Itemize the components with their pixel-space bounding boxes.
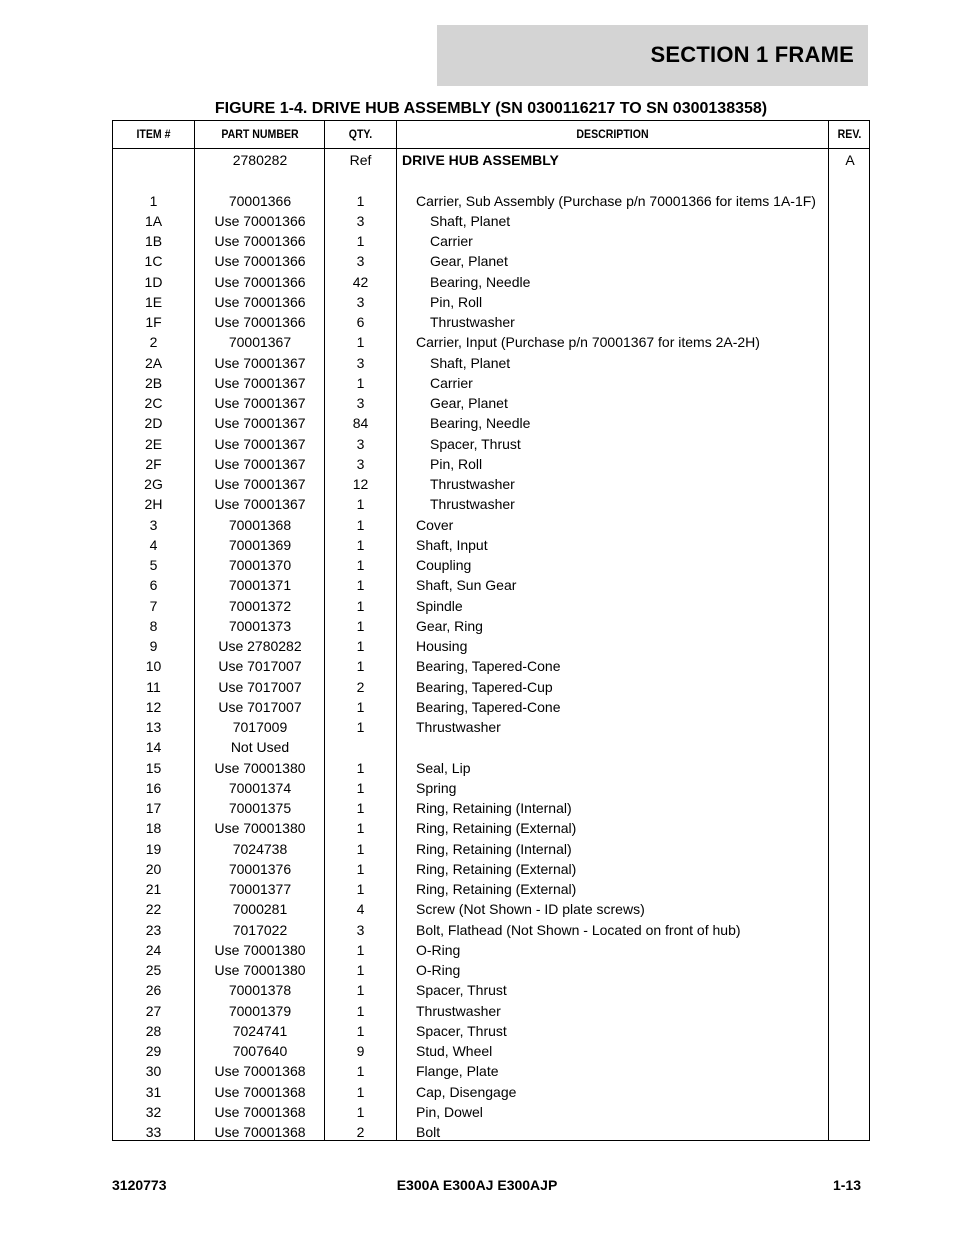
item-cell: 1D <box>144 273 163 290</box>
table-row <box>113 899 869 919</box>
item-cell: 26 <box>145 982 162 999</box>
part-number-cell: Not Used <box>230 739 290 756</box>
item-cell: 17 <box>145 800 162 816</box>
item-cell: 2D <box>144 415 163 432</box>
description-cell: Thrustwasher <box>430 314 515 330</box>
description-cell: Bolt, Flathead (Not Shown - Located on front of hub) <box>416 921 741 938</box>
qty-cell: 3 <box>356 354 365 371</box>
description-cell: Thrustwasher <box>430 476 515 492</box>
item-cell: 11 <box>146 678 161 695</box>
part-number-cell: 70001373 <box>228 617 292 634</box>
qty-cell: 1 <box>356 334 365 351</box>
qty-cell: 4 <box>356 901 365 918</box>
qty-cell: 9 <box>356 1043 365 1059</box>
part-number-cell: Use 70001380 <box>214 941 306 958</box>
table-row <box>113 677 869 697</box>
description-cell: Carrier, Sub Assembly (Purchase p/n 70001366 for items 1A-1F) <box>416 192 816 209</box>
description-cell: Ring, Retaining (Internal) <box>416 840 572 857</box>
header-qty: QTY. <box>348 127 373 141</box>
qty-cell: 1 <box>356 536 365 553</box>
qty-cell: 1 <box>356 800 365 816</box>
item-cell: 32 <box>145 1103 162 1120</box>
table-row <box>113 960 869 980</box>
qty-cell: 1 <box>356 192 365 209</box>
description-cell: Carrier, Input (Purchase p/n 70001367 for items 2A-2H) <box>416 334 760 351</box>
description-cell: Seal, Lip <box>416 759 471 776</box>
header-description: DESCRIPTION <box>576 127 649 141</box>
item-cell: 28 <box>145 1022 162 1039</box>
item-cell: 15 <box>145 759 162 776</box>
qty-cell: 3 <box>356 921 365 938</box>
item-cell: 33 <box>145 1124 162 1140</box>
table-row <box>113 697 869 717</box>
part-number-cell: 7024741 <box>232 1022 288 1039</box>
rev-cell: A <box>845 152 855 168</box>
page-number: 1-13 <box>832 1177 861 1193</box>
part-number-cell: 2780282 <box>232 152 288 168</box>
item-cell: 1B <box>144 233 163 249</box>
table-row <box>113 596 869 616</box>
description-cell: Bearing, Needle <box>430 415 531 432</box>
item-cell: 2 <box>149 334 158 351</box>
qty-cell: 1 <box>356 617 365 634</box>
item-cell: 24 <box>145 941 162 958</box>
part-number-cell: Use 70001368 <box>214 1063 306 1080</box>
table-row <box>113 292 869 312</box>
qty-cell: 1 <box>356 638 365 654</box>
description-cell: Shaft, Planet <box>430 212 511 229</box>
qty-cell: 1 <box>356 759 365 776</box>
qty-cell: 1 <box>356 840 365 857</box>
description-cell: Ring, Retaining (External) <box>416 860 577 877</box>
description-cell: Spacer, Thrust <box>416 1022 507 1039</box>
qty-cell: 3 <box>356 212 365 229</box>
table-row <box>113 474 869 494</box>
table-row <box>113 555 869 575</box>
description-cell: Bearing, Needle <box>430 273 531 290</box>
part-number-cell: Use 7017007 <box>218 698 302 715</box>
qty-cell: 1 <box>356 557 365 573</box>
table-row <box>113 150 869 170</box>
item-cell: 12 <box>145 698 162 715</box>
item-cell: 27 <box>145 1002 162 1019</box>
table-row <box>113 332 869 352</box>
qty-cell: 1 <box>356 698 365 715</box>
part-number-cell: 70001367 <box>228 334 292 351</box>
description-cell: Spacer, Thrust <box>430 435 521 452</box>
part-number-cell: Use 70001380 <box>214 962 306 978</box>
part-number-cell: Use 70001366 <box>214 293 306 310</box>
part-number-cell: Use 70001367 <box>214 354 306 371</box>
table-row <box>113 818 869 838</box>
item-cell: 29 <box>145 1043 162 1059</box>
description-cell: Shaft, Planet <box>430 354 511 371</box>
part-number-cell: 7017022 <box>232 921 288 938</box>
qty-cell: 1 <box>356 658 365 675</box>
part-number-cell: Use 70001367 <box>214 415 306 432</box>
part-number-cell: 70001376 <box>228 860 292 877</box>
part-number-cell: 70001371 <box>228 577 292 594</box>
description-cell: Spring <box>416 779 457 796</box>
description-cell: DRIVE HUB ASSEMBLY <box>402 152 559 168</box>
qty-cell: 1 <box>356 374 365 391</box>
item-cell: 2G <box>144 476 163 492</box>
part-number-cell: Use 70001368 <box>214 1083 306 1100</box>
header-rev: REV. <box>837 127 862 141</box>
part-number-cell: Use 70001367 <box>214 395 306 411</box>
description-cell: Flange, Plate <box>416 1063 499 1080</box>
qty-cell: 1 <box>356 597 365 614</box>
table-row <box>113 920 869 940</box>
description-cell: Gear, Ring <box>416 617 483 634</box>
qty-cell: 3 <box>356 293 365 310</box>
description-cell: Coupling <box>416 557 472 573</box>
part-number-cell: 7024738 <box>232 840 288 857</box>
description-cell: Gear, Planet <box>430 395 508 411</box>
header-item: ITEM # <box>136 127 171 141</box>
description-cell: Bearing, Tapered-Cone <box>416 698 561 715</box>
description-cell: Cover <box>416 516 454 533</box>
part-number-cell: 70001368 <box>228 516 292 533</box>
item-cell: 10 <box>145 658 162 675</box>
part-number-cell: Use 70001366 <box>214 273 306 290</box>
item-cell: 1 <box>149 192 158 209</box>
part-number-cell: 70001366 <box>228 192 292 209</box>
qty-cell: 1 <box>356 982 365 999</box>
description-cell: Cap, Disengage <box>416 1083 517 1100</box>
table-row <box>113 1102 869 1122</box>
qty-cell: 42 <box>352 273 369 290</box>
qty-cell: 1 <box>356 1083 365 1100</box>
description-cell: Shaft, Sun Gear <box>416 577 517 594</box>
part-number-cell: Use 70001367 <box>214 496 306 513</box>
description-cell: Carrier <box>430 233 473 249</box>
table-row <box>113 251 869 271</box>
description-cell: Ring, Retaining (Internal) <box>416 800 572 816</box>
table-row <box>113 859 869 879</box>
doc-number: 3120773 <box>112 1177 167 1193</box>
description-cell: Screw (Not Shown - ID plate screws) <box>416 901 645 918</box>
parts-table <box>112 120 870 1141</box>
table-row <box>113 778 869 798</box>
table-row <box>113 454 869 474</box>
qty-cell: 12 <box>352 476 369 492</box>
qty-cell: 1 <box>356 496 365 513</box>
description-cell: O-Ring <box>416 962 461 978</box>
qty-cell: 1 <box>356 1002 365 1019</box>
part-number-cell: 70001377 <box>228 881 292 897</box>
qty-cell: 1 <box>356 860 365 877</box>
description-cell: Bearing, Tapered-Cup <box>416 678 553 695</box>
item-cell: 5 <box>149 557 158 573</box>
part-number-cell: Use 70001368 <box>214 1124 306 1140</box>
table-row <box>113 940 869 960</box>
table-row <box>113 191 869 211</box>
description-cell: Pin, Roll <box>430 455 483 472</box>
table-row <box>113 879 869 899</box>
qty-cell: 1 <box>356 820 365 837</box>
qty-cell: 1 <box>356 962 365 978</box>
table-row <box>113 413 869 433</box>
table-row <box>113 980 869 1000</box>
model-numbers: E300A E300AJ E300AJP <box>396 1177 558 1193</box>
table-row <box>113 1021 869 1041</box>
description-cell: Housing <box>416 638 468 654</box>
table-row <box>113 1061 869 1081</box>
table-row <box>113 656 869 676</box>
item-cell: 22 <box>145 901 162 918</box>
item-cell: 25 <box>145 962 162 978</box>
description-cell: Spindle <box>416 597 463 614</box>
header-part-number: PART NUMBER <box>221 127 299 141</box>
item-cell: 3 <box>149 516 158 533</box>
description-cell: Thrustwasher <box>416 719 501 735</box>
qty-cell: 3 <box>356 395 365 411</box>
part-number-cell: 70001378 <box>228 982 292 999</box>
qty-cell: 2 <box>356 678 365 695</box>
section-title: SECTION 1 FRAME <box>650 42 854 67</box>
description-cell: Spacer, Thrust <box>416 982 507 999</box>
table-row <box>113 636 869 656</box>
part-number-cell: Use 70001366 <box>214 253 306 270</box>
item-cell: 8 <box>149 617 158 634</box>
item-cell: 30 <box>145 1063 162 1080</box>
description-cell: O-Ring <box>416 941 461 958</box>
qty-cell: 1 <box>356 719 365 735</box>
part-number-cell: 70001369 <box>228 536 292 553</box>
part-number-cell: Use 70001368 <box>214 1103 306 1120</box>
qty-cell: 3 <box>356 435 365 452</box>
qty-cell: 1 <box>356 779 365 796</box>
qty-cell: 3 <box>356 253 365 270</box>
item-cell: 20 <box>145 860 162 877</box>
table-row <box>113 1041 869 1061</box>
table-row <box>113 272 869 292</box>
part-number-cell: 7017009 <box>232 719 288 735</box>
description-cell: Thrustwasher <box>416 1002 501 1019</box>
qty-cell: 1 <box>356 881 365 897</box>
item-cell: 21 <box>145 881 162 897</box>
table-row <box>113 1001 869 1021</box>
part-number-cell: Use 7017007 <box>218 678 302 695</box>
qty-cell: 1 <box>356 1022 365 1039</box>
item-cell: 4 <box>149 536 158 553</box>
item-cell: 1A <box>144 212 163 229</box>
description-cell: Gear, Planet <box>430 253 508 270</box>
qty-cell: 2 <box>356 1124 365 1140</box>
table-row <box>113 211 869 231</box>
description-cell: Stud, Wheel <box>416 1043 493 1059</box>
table-row <box>113 494 869 514</box>
table-row <box>113 717 869 737</box>
part-number-cell: Use 70001367 <box>214 435 306 452</box>
table-row <box>113 312 869 332</box>
qty-cell: 6 <box>356 314 365 330</box>
table-row <box>113 798 869 818</box>
item-cell: 2H <box>144 496 163 513</box>
table-row <box>113 434 869 454</box>
table-row <box>113 353 869 373</box>
part-number-cell: Use 70001366 <box>214 233 306 249</box>
item-cell: 16 <box>145 779 162 796</box>
qty-cell: 1 <box>356 516 365 533</box>
qty-cell: Ref <box>349 152 372 168</box>
item-cell: 6 <box>149 577 158 594</box>
description-cell: Pin, Roll <box>430 293 483 310</box>
qty-cell: 1 <box>356 233 365 249</box>
table-row <box>113 616 869 636</box>
table-body <box>113 150 869 1142</box>
table-row <box>113 170 869 190</box>
qty-cell: 1 <box>356 941 365 958</box>
description-cell: Bolt <box>416 1124 441 1140</box>
description-cell: Bearing, Tapered-Cone <box>416 658 561 675</box>
description-cell: Ring, Retaining (External) <box>416 820 577 837</box>
item-cell: 13 <box>145 719 162 735</box>
part-number-cell: Use 70001366 <box>214 212 306 229</box>
figure-title: FIGURE 1-4. DRIVE HUB ASSEMBLY (SN 0300116217 TO SN 0300138358) <box>214 100 768 117</box>
table-row <box>113 1122 869 1142</box>
table-row <box>113 535 869 555</box>
description-cell: Shaft, Input <box>416 536 488 553</box>
table-row <box>113 231 869 251</box>
item-cell: 23 <box>145 921 162 938</box>
item-cell: 14 <box>145 739 162 756</box>
item-cell: 2C <box>144 395 163 411</box>
part-number-cell: 70001379 <box>228 1002 292 1019</box>
part-number-cell: Use 70001380 <box>214 820 306 837</box>
item-cell: 2A <box>144 354 163 371</box>
description-cell: Thrustwasher <box>430 496 515 513</box>
table-row <box>113 737 869 757</box>
item-cell: 2F <box>145 455 162 472</box>
part-number-cell: Use 70001367 <box>214 476 306 492</box>
table-row <box>113 373 869 393</box>
part-number-cell: 70001372 <box>228 597 292 614</box>
item-cell: 18 <box>145 820 162 837</box>
description-cell: Ring, Retaining (External) <box>416 881 577 897</box>
table-row <box>113 839 869 859</box>
item-cell: 9 <box>149 638 158 654</box>
item-cell: 2B <box>144 374 163 391</box>
qty-cell: 1 <box>356 577 365 594</box>
qty-cell: 1 <box>356 1103 365 1120</box>
item-cell: 1C <box>144 253 163 270</box>
table-row <box>113 1082 869 1102</box>
table-row <box>113 575 869 595</box>
part-number-cell: 70001375 <box>228 800 292 816</box>
part-number-cell: Use 70001367 <box>214 455 306 472</box>
part-number-cell: 70001370 <box>228 557 292 573</box>
part-number-cell: 7000281 <box>232 901 288 918</box>
item-cell: 1E <box>144 293 163 310</box>
part-number-cell: Use 7017007 <box>218 658 302 675</box>
section-banner <box>437 25 868 86</box>
part-number-cell: Use 70001367 <box>214 374 306 391</box>
description-cell: Carrier <box>430 374 473 391</box>
part-number-cell: 7007640 <box>232 1043 288 1059</box>
item-cell: 1F <box>145 314 162 330</box>
table-row <box>113 758 869 778</box>
qty-cell: 84 <box>352 415 369 432</box>
qty-cell: 1 <box>356 1063 365 1080</box>
part-number-cell: Use 70001380 <box>214 759 306 776</box>
description-cell: Pin, Dowel <box>416 1103 483 1120</box>
part-number-cell: 70001374 <box>228 779 292 796</box>
table-row <box>113 393 869 413</box>
table-header <box>113 121 869 149</box>
table-row <box>113 515 869 535</box>
qty-cell: 3 <box>356 455 365 472</box>
item-cell: 31 <box>145 1083 162 1100</box>
item-cell: 19 <box>145 840 162 857</box>
part-number-cell: Use 70001366 <box>214 314 306 330</box>
item-cell: 2E <box>144 435 163 452</box>
item-cell: 7 <box>149 597 158 614</box>
part-number-cell: Use 2780282 <box>218 638 302 654</box>
